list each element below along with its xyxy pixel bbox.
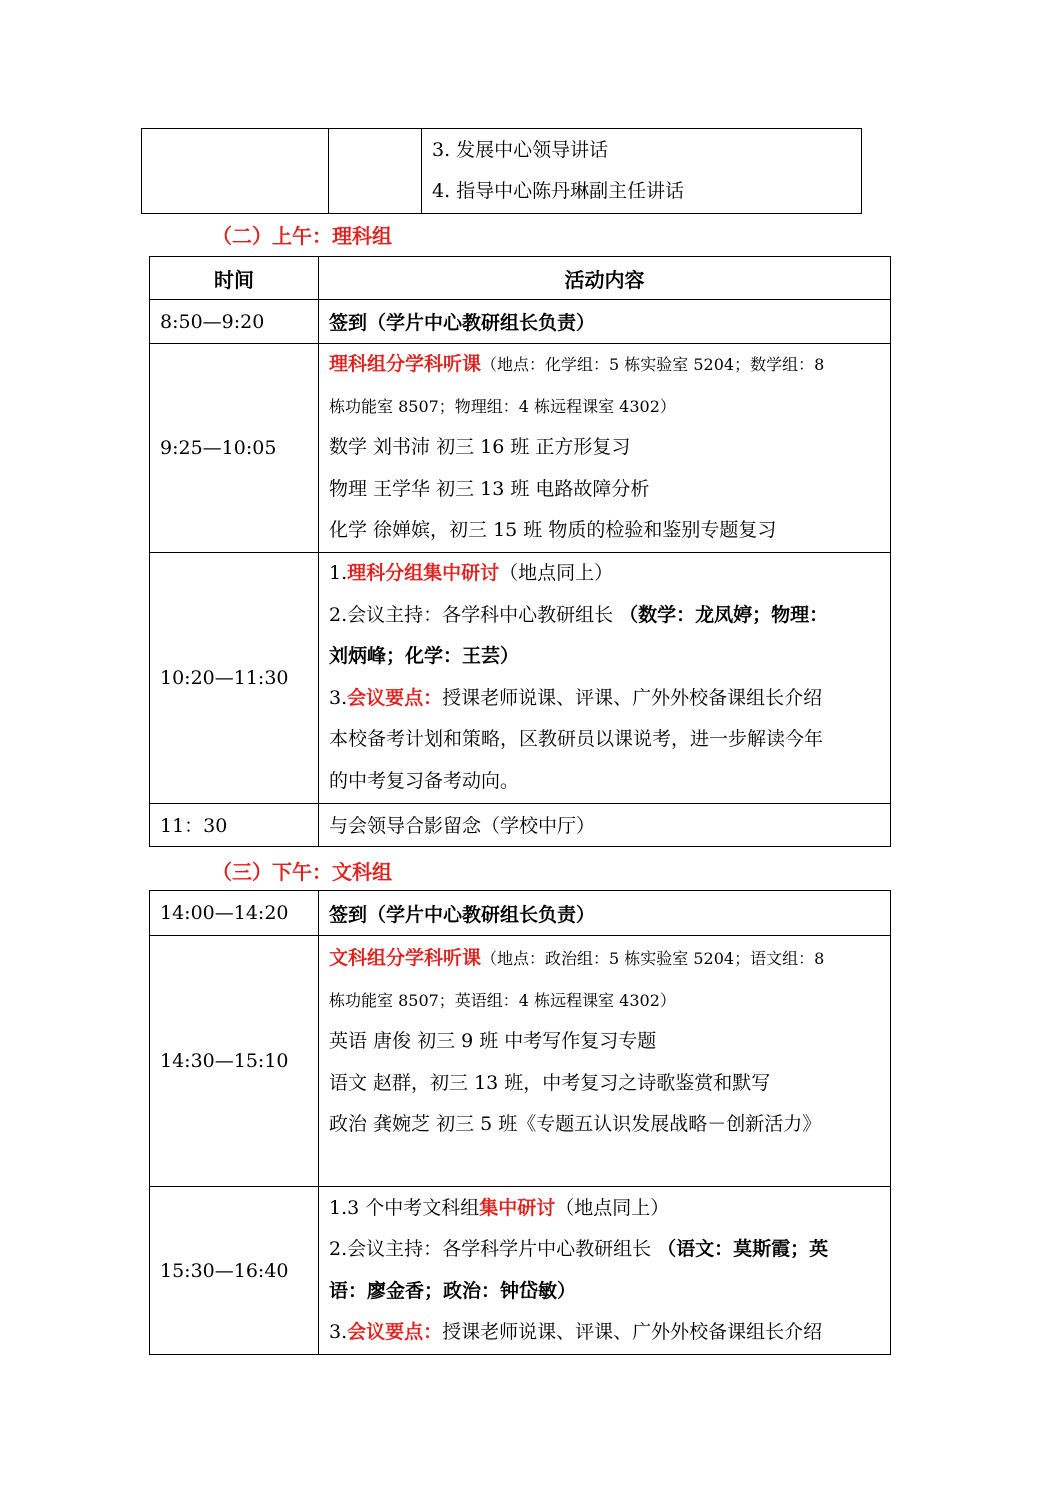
session-title: 理科分组集中研讨 — [347, 562, 500, 584]
host-names: 语：廖金香；政治：钟岱敏） — [329, 1279, 577, 1302]
location-text: （地点：化学组：5 栋实验室 5204；数学组：8 — [481, 355, 825, 374]
lesson-entry: 政治 龚婉芝 初三 5 班《专题五认识发展战略－创新活力》 — [329, 1113, 822, 1135]
lesson-entry: 英语 唐俊 初三 9 班 中考写作复习专题 — [329, 1030, 657, 1052]
host-names: （数学：龙凤婷；物理： — [619, 603, 829, 626]
table-row — [142, 129, 862, 214]
lesson-entry: 数学 刘书沛 初三 16 班 正方形复习 — [329, 436, 631, 458]
time-cell: 8:50—9:20 — [150, 300, 319, 344]
content-cell — [319, 1187, 891, 1355]
section-heading-science: （二）上午：理科组 — [212, 224, 392, 248]
table-row — [150, 300, 891, 344]
key-points-label: 会议要点： — [347, 686, 443, 709]
section-heading-arts: （三）下午：文科组 — [212, 860, 392, 884]
host-names: （语文：莫斯霞；英 — [657, 1238, 829, 1260]
list-number: 3. — [329, 1321, 348, 1343]
table-row — [150, 344, 891, 553]
table-row — [150, 936, 891, 1187]
empty-cell — [329, 129, 422, 214]
session-title: 集中研讨 — [479, 1196, 556, 1219]
host-label: 2.会议主持：各学科中心教研组长 — [329, 603, 620, 626]
empty-cell — [142, 129, 329, 214]
time-cell: 11：30 — [150, 803, 319, 846]
key-points-text: 本校备考计划和策略，区教研员以课说考，进一步解读今年 — [329, 728, 824, 750]
time-cell: 9:25—10:05 — [150, 344, 319, 553]
time-cell: 14:30—15:10 — [150, 936, 319, 1187]
key-points-text: 授课老师说课、评课、广外外校备课组长介绍 — [442, 686, 823, 709]
key-points-text: 授课老师说课、评课、广外外校备课组长介绍 — [442, 1321, 823, 1343]
agenda-item-3: 3. 发展中心领导讲话 — [432, 139, 609, 161]
lesson-entry: 物理 王学华 初三 13 班 电路故障分析 — [329, 477, 650, 500]
content-cell: 与会领导合影留念（学校中厅） — [319, 803, 891, 846]
table-header-row — [150, 257, 891, 300]
time-cell: 14:00—14:20 — [150, 891, 319, 936]
key-points-text: 的中考复习备考动向。 — [329, 769, 520, 792]
host-names: 刘炳峰；化学：王芸） — [329, 645, 520, 667]
time-cell: 10:20—11:30 — [150, 552, 319, 803]
list-number: 1. — [329, 562, 348, 584]
content-cell: 签到（学片中心教研组长负责） — [319, 891, 891, 936]
lesson-entry: 化学 徐婵嫔，初三 15 班 物质的检验和鉴别专题复习 — [329, 519, 777, 541]
location-text: （地点同上） — [555, 1196, 670, 1219]
session-title: 理科组分学科听课 — [329, 353, 482, 375]
table-row — [150, 803, 891, 846]
list-number: 3. — [329, 686, 348, 709]
host-label: 2.会议主持：各学科学片中心教研组长 — [329, 1238, 658, 1260]
location-text: （地点同上） — [499, 562, 614, 584]
location-text: 栋功能室 8507；物理组：4 栋远程课室 4302） — [329, 396, 676, 416]
header-time: 时间 — [150, 257, 319, 300]
table-row — [150, 891, 891, 936]
content-cell: 签到（学片中心教研组长负责） — [319, 300, 891, 344]
location-text: 栋功能室 8507；英语组：4 栋远程课室 4302） — [329, 990, 676, 1010]
continuation-table — [141, 128, 862, 214]
table-row — [150, 552, 891, 803]
session-title: 文科组分学科听课 — [329, 947, 482, 969]
list-text: 1.3 个中考文科组 — [329, 1196, 480, 1219]
agenda-item-4: 4. 指导中心陈丹琳副主任讲话 — [432, 180, 685, 202]
table-row — [150, 1187, 891, 1355]
content-cell — [422, 129, 862, 214]
time-cell: 15:30—16:40 — [150, 1187, 319, 1355]
content-cell — [319, 936, 891, 1187]
science-schedule-table — [149, 256, 891, 847]
content-cell — [319, 552, 891, 803]
arts-schedule-table — [149, 890, 891, 1355]
location-text: （地点：政治组：5 栋实验室 5204；语文组：8 — [481, 949, 825, 968]
key-points-label: 会议要点： — [347, 1321, 443, 1343]
header-content: 活动内容 — [319, 257, 891, 300]
content-cell — [319, 344, 891, 553]
lesson-entry: 语文 赵群，初三 13 班，中考复习之诗歌鉴赏和默写 — [329, 1071, 771, 1094]
